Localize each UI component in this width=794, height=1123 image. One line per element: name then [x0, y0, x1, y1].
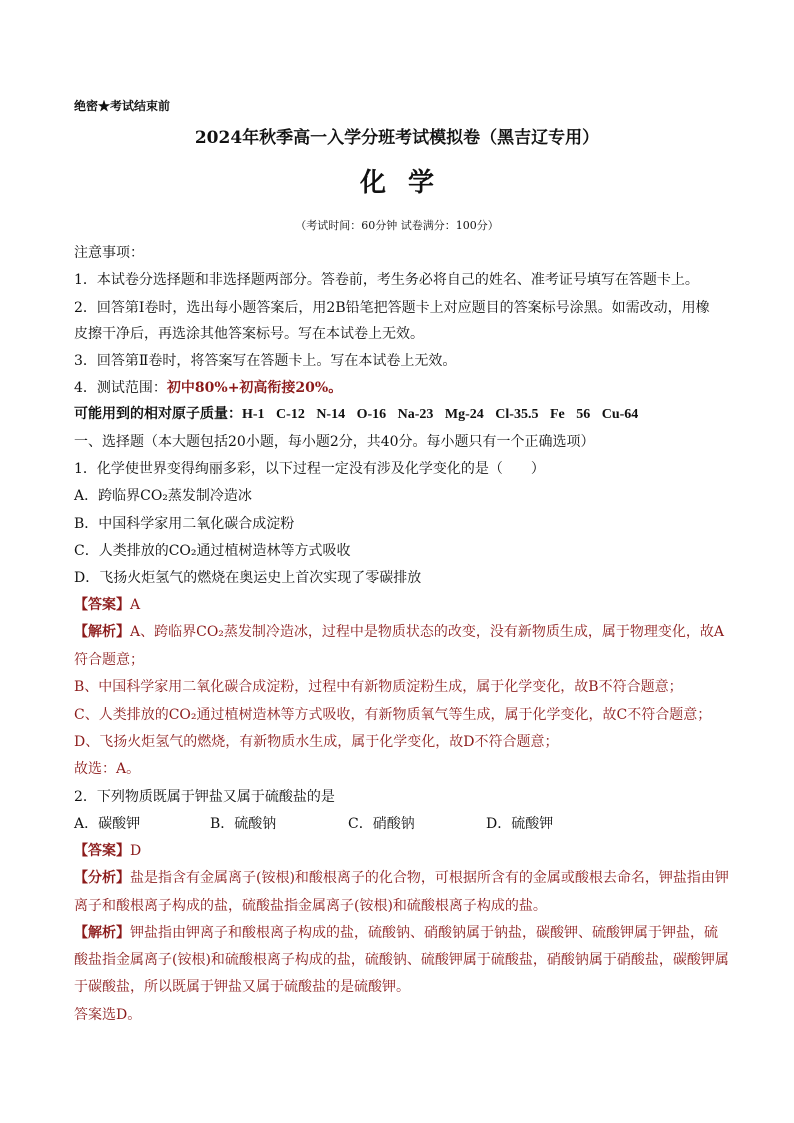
question-2-explanation-line2: 酸盐指金属离子(铵根)和硫酸根离子构成的盐，硫酸钠、硫酸钾属于硫酸盐，硝酸钠属于硝酸盐，碳酸钾属: [74, 952, 729, 968]
question-1-option-a: A．跨临界CO₂蒸发制冷造冰: [74, 488, 252, 504]
exam-info: （考试时间：60分钟 试卷满分：100分）: [295, 219, 499, 232]
answer-value: D: [130, 843, 142, 859]
atomic-masses: 可能用到的相对原子质量：H-1 C-12 N-14 O-16 Na-23 Mg-24 Cl-35.5 Fe 56 Cu-64: [74, 407, 639, 422]
question-2-analysis-line1: [74, 868, 729, 888]
exam-title: 2024年秋季高一入学分班考试模拟卷（黑吉辽专用）: [194, 128, 600, 148]
question-1-answer: [74, 595, 140, 615]
question-1-option-d: D．飞扬火炬氢气的燃烧在奥运史上首次实现了零碳排放: [74, 570, 422, 586]
answer-tag: 【答案】: [74, 597, 130, 613]
question-1-conclusion: 故选：A。: [74, 761, 141, 777]
notes-heading: 注意事项：: [74, 245, 144, 261]
question-1-stem: 1．化学使世界变得绚丽多彩，以下过程一定没有涉及化学变化的是（ ）: [74, 461, 545, 477]
analysis-text: 盐是指含有金属离子(铵根)和酸根离子的化合物，可根据所含有的金属或酸根去命名，钾盐指由钾: [130, 870, 729, 886]
question-2-conclusion: 答案选D。: [74, 1007, 142, 1023]
note-4: [74, 378, 342, 398]
explanation-text: 钾盐指由钾离子和酸根离子构成的盐，硫酸钠、硝酸钠属于钠盐，碳酸钾、硫酸钾属于钾盐，硫: [130, 925, 718, 941]
explanation-text: A、跨临界CO₂蒸发制冷造冰，过程中是物质状态的改变，没有新物质生成，属于物理变化，故A: [130, 624, 725, 640]
question-2-option-b: B．硫酸钠: [210, 816, 277, 832]
question-1-explanation-c: C、人类排放的CO₂通过植树造林等方式吸收，有新物质氧气等生成，属于化学变化，故C不符合题意；: [74, 707, 712, 723]
question-1-explanation-b: B、中国科学家用二氧化碳合成淀粉，过程中有新物质淀粉生成，属于化学变化，故B不符合题意；: [74, 679, 683, 695]
question-2-analysis-line2: 离子和酸根离子构成的盐，硫酸盐指金属离子(铵根)和硫酸根离子构成的盐。: [74, 898, 547, 914]
secret-label: 绝密★考试结束前: [74, 99, 171, 113]
question-1-option-c: C．人类排放的CO₂通过植树造林等方式吸收: [74, 543, 351, 559]
question-2-option-d: D．硫酸钾: [486, 816, 554, 832]
answer-tag: 【答案】: [74, 843, 130, 859]
question-2-option-a: A．碳酸钾: [74, 816, 141, 832]
note-2-line1: 2．回答第Ⅰ卷时，选出每小题答案后，用2B铅笔把答题卡上对应题目的答案标号涂黑。如需改动，用橡: [74, 300, 710, 316]
question-2-option-c: C．硝酸钠: [348, 816, 415, 832]
question-2-explanation-line1: [74, 923, 718, 943]
question-1-explanation-d: D、飞扬火炬氢气的燃烧，有新物质水生成，属于化学变化，故D不符合题意；: [74, 734, 559, 750]
question-2-answer: [74, 841, 141, 861]
subject-title: 化学: [359, 168, 456, 198]
section-heading: 一、选择题（本大题包括20小题，每小题2分，共40分。每小题只有一个正确选项）: [74, 434, 595, 450]
answer-value: A: [130, 597, 141, 613]
question-1-explanation-line2: 符合题意；: [74, 652, 144, 668]
analysis-tag: 【解析】: [74, 624, 130, 640]
note-3: 3．回答第Ⅱ卷时，将答案写在答题卡上。写在本试卷上无效。: [74, 353, 457, 369]
question-1-explanation-line1: [74, 622, 724, 642]
note-1: 1．本试卷分选择题和非选择题两部分。答卷前，考生务必将自己的姓名、准考证号填写在答题卡上。: [74, 272, 699, 288]
note-2-line2: 皮擦干净后，再选涂其他答案标号。写在本试卷上无效。: [74, 326, 424, 342]
question-2-explanation-line3: 于碳酸盐，所以既属于钾盐又属于硫酸盐的是硫酸钾。: [74, 979, 410, 995]
note-4-prefix: 4．测试范围：: [74, 380, 167, 396]
fenxi-tag: 【分析】: [74, 870, 130, 886]
question-1-option-b: B．中国科学家用二氧化碳合成淀粉: [74, 516, 295, 532]
question-2-stem: 2．下列物质既属于钾盐又属于硫酸盐的是: [74, 789, 335, 805]
test-range: 初中80%+初高衔接20%。: [166, 380, 343, 396]
analysis-tag: 【解析】: [74, 925, 130, 941]
